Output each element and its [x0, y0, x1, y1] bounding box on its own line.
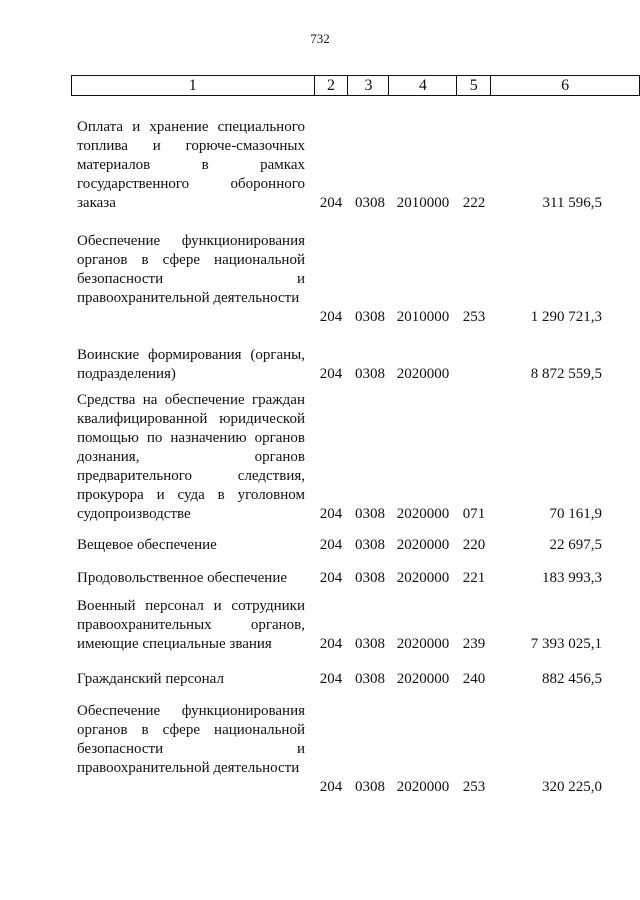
column-header-1: 1 [72, 76, 315, 96]
row-amount: 70 161,9 [549, 506, 602, 522]
row-code-2: 204 [319, 366, 343, 382]
column-header-table [71, 75, 640, 96]
row-amount: 7 393 025,1 [530, 636, 602, 652]
row-amount: 8 872 559,5 [530, 366, 602, 382]
column-header-3: 3 [348, 76, 389, 96]
row-code-2: 204 [319, 506, 343, 522]
row-code-3: 0308 [355, 506, 385, 522]
row-code-5: 220 [462, 537, 486, 553]
row-description: Оплата и хранение специального топлива и горюче-смазочных материалов в рамках государственного оборонного заказа [77, 119, 305, 211]
row-code-5: 253 [462, 309, 486, 325]
row-code-3: 0308 [355, 195, 385, 211]
row-code-2: 204 [319, 570, 343, 586]
page-number: 732 [310, 31, 330, 46]
row-code-5: 253 [462, 779, 486, 795]
column-header-2: 2 [314, 76, 348, 96]
row-code-4: 2020000 [396, 570, 450, 586]
row-code-4: 2020000 [396, 537, 450, 553]
column-header-6: 6 [491, 76, 640, 96]
row-code-2: 204 [319, 195, 343, 211]
row-amount: 183 993,3 [542, 570, 602, 586]
column-header-4: 4 [389, 76, 457, 96]
row-code-3: 0308 [355, 537, 385, 553]
row-code-5: 222 [462, 195, 486, 211]
row-code-4: 2020000 [396, 779, 450, 795]
row-code-2: 204 [319, 636, 343, 652]
row-amount: 311 596,5 [542, 195, 602, 211]
row-code-2: 204 [319, 309, 343, 325]
row-amount: 1 290 721,3 [530, 309, 602, 325]
row-code-5: 221 [462, 570, 486, 586]
row-code-3: 0308 [355, 309, 385, 325]
row-code-3: 0308 [355, 570, 385, 586]
row-amount: 22 697,5 [549, 537, 602, 553]
row-code-5: 240 [462, 671, 486, 687]
row-code-4: 2020000 [396, 506, 450, 522]
row-code-3: 0308 [355, 671, 385, 687]
row-code-4: 2010000 [396, 195, 450, 211]
row-code-3: 0308 [355, 779, 385, 795]
row-code-2: 204 [319, 671, 343, 687]
row-description: Обеспечение функционирования органов в сфере национальной безопасности и правоохранительной деятельности [77, 233, 305, 306]
row-description: Продовольственное обеспечение [77, 570, 287, 586]
row-code-4: 2010000 [396, 309, 450, 325]
row-code-4: 2020000 [396, 366, 450, 382]
row-description: Гражданский персонал [77, 671, 224, 687]
row-code-3: 0308 [355, 366, 385, 382]
row-code-5: 071 [462, 506, 486, 522]
column-header-5: 5 [457, 76, 491, 96]
row-description: Воинские формирования (органы, подразделения) [77, 347, 305, 382]
row-description: Средства на обеспечение граждан квалифицированной юридической помощью по назначению органов дознания, органов предварительного следствия, прокурора и суда в уголовном судопроизводстве [77, 392, 305, 522]
row-amount: 882 456,5 [542, 671, 602, 687]
row-code-2: 204 [319, 537, 343, 553]
row-description: Обеспечение функционирования органов в сфере национальной безопасности и правоохранительной деятельности [77, 703, 305, 776]
row-code-4: 2020000 [396, 636, 450, 652]
row-description: Вещевое обеспечение [77, 537, 217, 553]
row-code-3: 0308 [355, 636, 385, 652]
row-code-2: 204 [319, 779, 343, 795]
row-code-5: 239 [462, 636, 486, 652]
row-description: Военный персонал и сотрудники правоохранительных органов, имеющие специальные звания [77, 598, 305, 652]
row-amount: 320 225,0 [542, 779, 602, 795]
row-code-4: 2020000 [396, 671, 450, 687]
